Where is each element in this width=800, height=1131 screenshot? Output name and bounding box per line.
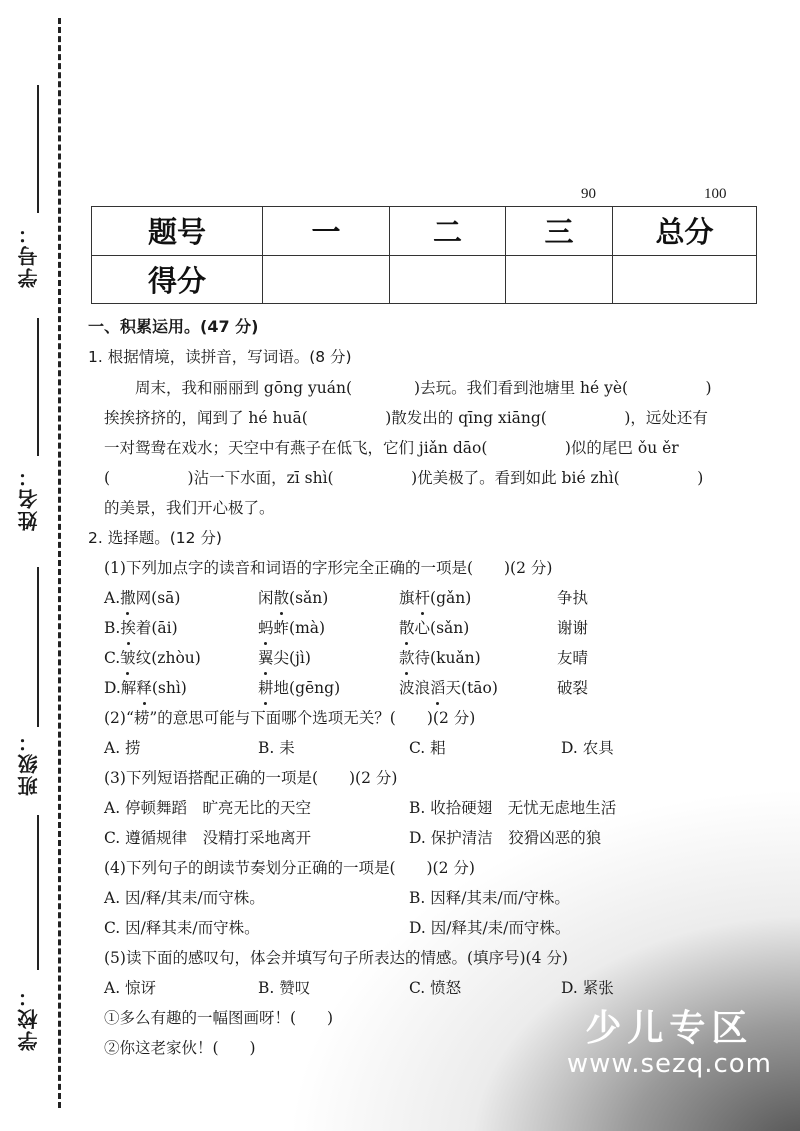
q2-3-option-a[interactable]: A. 停顿舞蹈 旷亮无比的天空 [104, 799, 312, 817]
dotted-char: 散 [274, 586, 290, 608]
score-cell-section-1[interactable] [263, 255, 390, 304]
q2-5-prompt: (5)读下面的感叹句，体会并填写句子所表达的情感。(填序号)(4 分) [104, 949, 568, 967]
q2-4-prompt: (4)下列句子的朗读节奏划分正确的一项是( )(2 分) [104, 859, 475, 877]
dotted-char: 释 [136, 676, 152, 698]
q2-2-prompt: (2)“耢”的意思可能与下面哪个选项无关？( )(2 分) [104, 709, 476, 727]
word-post: 待(kuǎn) [414, 649, 481, 667]
word-post: 蚱(mà) [273, 619, 326, 637]
q1-passage-line-5: 的美景，我们开心极了。 [104, 499, 275, 517]
q2-2-option-a[interactable]: A. 捞 [104, 739, 141, 757]
word-post: 网(sā) [135, 589, 181, 607]
dotted-char: 耕 [258, 676, 274, 698]
score-table [91, 206, 757, 304]
q2-2-option-b[interactable]: B. 耒 [258, 739, 295, 757]
student-id-label: 学号： [17, 222, 41, 288]
q1-passage-line-3: 一对鸳鸯在戏水；天空中有燕子在低飞，它们 jiǎn dāo( )似的尾巴 ǒu ěr [104, 439, 679, 457]
word-post: 天(tāo) [445, 679, 498, 697]
dotted-char: 滔 [430, 676, 446, 698]
dotted-char: 杆 [415, 586, 431, 608]
score-cell-section-2[interactable] [390, 255, 506, 304]
header-cell-question-number: 题号 [92, 207, 263, 256]
word: 争执 [557, 589, 589, 607]
score-annotation-100: 100 [704, 186, 727, 202]
dotted-char: 挨 [120, 616, 136, 638]
word-post: 纹(zhòu) [135, 649, 201, 667]
name-label: 姓名： [17, 465, 41, 531]
word-post: 地(gēng) [273, 679, 341, 697]
dotted-char: 蚂 [258, 616, 274, 638]
score-cell-total[interactable] [613, 255, 757, 304]
dotted-char: 皱 [120, 646, 136, 668]
word-post: (shì) [151, 679, 187, 697]
q1-passage-line-2: 挨挨挤挤的，闻到了 hé huā( )散发出的 qīng xiāng( )，远处还有 [104, 409, 708, 427]
watermark-brand: 少儿专区 [585, 1008, 754, 1049]
q2-5-sentence-2[interactable]: ②你这老家伙！( ) [104, 1039, 256, 1057]
q2-4-option-a[interactable]: A. 因/释/其耒/而守株。 [104, 889, 265, 907]
option-key: D. [104, 679, 121, 697]
word-post: 着(āi) [135, 619, 178, 637]
header-cell-total: 总分 [613, 207, 757, 256]
binding-dashed-line [58, 18, 61, 1108]
score-row [92, 255, 757, 304]
dotted-char: 散 [399, 616, 415, 638]
q2-5-sentence-1[interactable]: ①多么有趣的一幅图画呀！( ) [104, 1009, 334, 1027]
question-2-title: 2. 选择题。(12 分) [88, 529, 222, 547]
word-post: (gǎn) [430, 589, 472, 607]
word-pre: 旗 [399, 589, 415, 607]
q2-1-prompt: (1)下列加点字的读音和词语的字形完全正确的一项是( )(2 分) [104, 559, 553, 577]
q2-2-option-d[interactable]: D. 农具 [561, 739, 614, 757]
q2-4-option-c[interactable]: C. 因/释其耒/而守株。 [104, 919, 260, 937]
q2-3-option-b[interactable]: B. 收拾硬翅 无忧无虑地生活 [409, 799, 617, 817]
q1-passage-line-1: 周末，我和丽丽到 gōng yuán( )去玩。我们看到池塘里 hé yè( ) [104, 379, 712, 397]
q2-5-option-c[interactable]: C. 愤怒 [409, 979, 462, 997]
word-post: (sǎn) [289, 589, 329, 607]
word-post: 心(sǎn) [414, 619, 470, 637]
option-key: C. [104, 649, 121, 667]
word-post: 尖(jì) [273, 649, 311, 667]
word-pre: 波浪 [399, 679, 431, 697]
school-underline[interactable] [37, 815, 39, 970]
q2-2-option-c[interactable]: C. 耜 [409, 739, 446, 757]
score-annotation-90: 90 [581, 186, 596, 202]
q2-5-option-a[interactable]: A. 惊讶 [104, 979, 157, 997]
score-row-label: 得分 [92, 255, 263, 304]
option-key: A. [104, 589, 121, 607]
student-id-underline[interactable] [37, 85, 39, 213]
watermark [567, 1000, 772, 1079]
word: 友晴 [557, 649, 589, 667]
watermark-url: www.sezq.com [566, 1049, 772, 1079]
q2-5-option-b[interactable]: B. 赞叹 [258, 979, 311, 997]
score-cell-section-3[interactable] [506, 255, 613, 304]
dotted-char: 撒 [120, 586, 136, 608]
word-pre: 闲 [258, 589, 274, 607]
option-key: B. [104, 619, 121, 637]
dotted-char: 款 [399, 646, 415, 668]
q1-passage-line-4: ( )沾一下水面，zī shì( )优美极了。看到如此 bié zhì( ) [104, 469, 704, 487]
word: 谢谢 [557, 619, 589, 637]
q2-4-option-b[interactable]: B. 因释/其耒/而/守株。 [409, 889, 570, 907]
q2-4-option-d[interactable]: D. 因/释其/耒/而守株。 [409, 919, 571, 937]
class-underline[interactable] [37, 567, 39, 727]
class-label: 班级： [17, 730, 41, 796]
header-cell-section-2: 二 [390, 207, 506, 256]
question-1-title: 1. 根据情境，读拼音，写词语。(8 分) [88, 348, 352, 366]
name-underline[interactable] [37, 318, 39, 456]
q2-3-option-d[interactable]: D. 保护清洁 狡猾凶恶的狼 [409, 829, 602, 847]
header-cell-section-3: 三 [506, 207, 613, 256]
q2-3-option-c[interactable]: C. 遵循规律 没精打采地离开 [104, 829, 312, 847]
header-row [92, 207, 757, 256]
dotted-char: 翼 [258, 646, 274, 668]
section-1-title: 一、积累运用。(47 分) [88, 317, 259, 336]
q2-3-prompt: (3)下列短语搭配正确的一项是( )(2 分) [104, 769, 398, 787]
school-label: 学校： [17, 985, 41, 1051]
header-cell-section-1: 一 [263, 207, 390, 256]
word-pre: 解 [120, 679, 137, 697]
q2-5-option-d[interactable]: D. 紧张 [561, 979, 614, 997]
word: 破裂 [557, 679, 589, 697]
